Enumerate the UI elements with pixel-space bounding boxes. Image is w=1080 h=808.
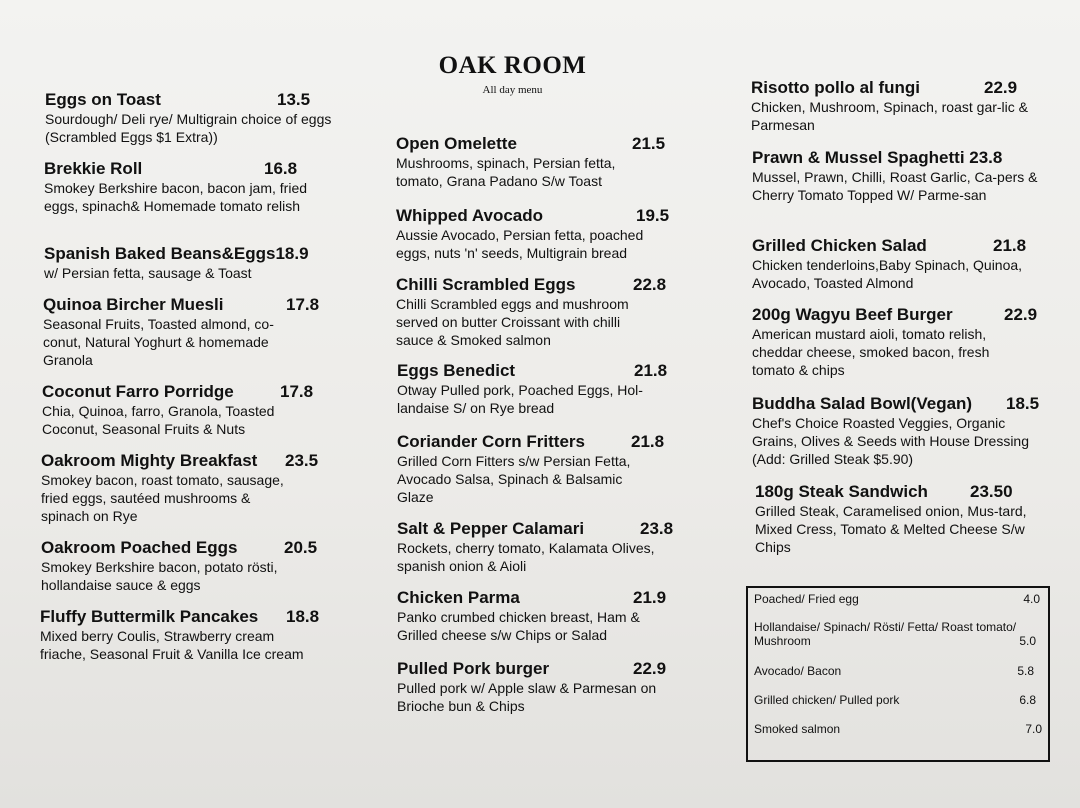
extra-price: 5.0 <box>1019 634 1036 648</box>
item-description: Chilli Scrambled eggs and mushroom served on butter Croissant with chilli sauce & Smoked salmon <box>396 296 629 348</box>
extra-row <box>754 722 1042 736</box>
item-description: Smokey Berkshire bacon, bacon jam, fried eggs, spinach& Homemade tomato relish <box>44 180 308 214</box>
item-price: 23.8 <box>640 519 674 538</box>
item-name: Brekkie Roll <box>44 159 143 178</box>
menu-item <box>41 451 319 525</box>
menu-item <box>397 519 687 575</box>
extra-row <box>754 620 1036 648</box>
menu-item <box>397 432 665 506</box>
item-price: 17.8 <box>280 382 314 401</box>
menu-item <box>397 588 677 644</box>
item-price: 21.5 <box>632 134 666 153</box>
item-name: Buddha Salad Bowl(Vegan) <box>752 394 973 413</box>
item-description: Mushrooms, spinach, Persian fetta, tomato, Grana Padano S/w Toast <box>396 155 616 189</box>
extra-price: 4.0 <box>1023 592 1040 606</box>
extra-row <box>754 592 1040 606</box>
item-description: Rockets, cherry tomato, Kalamata Olives, spanish onion & Aioli <box>397 540 655 574</box>
item-description: Mussel, Prawn, Chilli, Roast Garlic, Ca-pers & Cherry Tomato Topped W/ Parme-san <box>752 169 1038 203</box>
item-description: Chia, Quinoa, farro, Granola, Toasted Coconut, Seasonal Fruits & Nuts <box>42 403 275 437</box>
extra-label: Grilled chicken/ Pulled pork <box>754 693 900 707</box>
item-price: 20.5 <box>284 538 318 557</box>
menu-item <box>45 90 335 146</box>
menu-item <box>40 607 320 663</box>
item-name: Quinoa Bircher Muesli <box>43 295 224 314</box>
item-price: 16.8 <box>264 159 298 178</box>
page-title: OAK ROOM <box>438 52 587 79</box>
item-description: Aussie Avocado, Persian fetta, poached eggs, nuts 'n' seeds, Multigrain bread <box>396 227 644 261</box>
item-description: Panko crumbed chicken breast, Ham & Grilled cheese s/w Chips or Salad <box>397 609 640 643</box>
item-price: 23.5 <box>285 451 319 470</box>
menu-item <box>396 275 667 349</box>
menu-item <box>752 148 1042 204</box>
item-price: 21.8 <box>634 361 668 380</box>
item-name: Open Omelette <box>396 134 517 153</box>
extra-label: Hollandaise/ Spinach/ Rösti/ Fetta/ Roast tomato/ Mushroom <box>754 620 1017 648</box>
item-description: Grilled Steak, Caramelised onion, Mus-tard, Mixed Cress, Tomato & Melted Cheese S/w Chips <box>755 503 1027 555</box>
menu-item <box>44 159 324 215</box>
item-name: Prawn & Mussel Spaghetti 23.8 <box>752 148 1003 167</box>
item-name: Eggs on Toast <box>45 90 161 109</box>
menu-item <box>42 382 312 438</box>
extra-label: Avocado/ Bacon <box>754 664 842 678</box>
menu-item <box>44 244 334 282</box>
item-description: American mustard aioli, tomato relish, cheddar cheese, smoked bacon, fresh tomato & chips <box>752 326 990 378</box>
item-price: 21.8 <box>631 432 665 451</box>
item-name: Pulled Pork burger <box>397 659 550 678</box>
extra-price: 6.8 <box>1019 693 1036 707</box>
menu-item <box>752 394 1042 468</box>
menu-item <box>41 538 318 594</box>
item-name: Oakroom Poached Eggs <box>41 538 238 557</box>
item-description: Mixed berry Coulis, Strawberry cream friache, Seasonal Fruit & Vanilla Ice cream <box>40 628 304 662</box>
item-description: Pulled pork w/ Apple slaw & Parmesan on Brioche bun & Chips <box>397 680 657 714</box>
item-price: 22.9 <box>633 659 667 678</box>
item-name: Oakroom Mighty Breakfast <box>41 451 258 470</box>
item-description: w/ Persian fetta, sausage & Toast <box>44 265 252 281</box>
item-name: Chicken Parma <box>397 588 520 607</box>
item-name: Spanish Baked Beans&Eggs18.9 <box>44 244 309 263</box>
item-name: 200g Wagyu Beef Burger <box>752 305 953 324</box>
item-description: Otway Pulled pork, Poached Eggs, Hol-landaise S/ on Rye bread <box>397 382 643 416</box>
item-price: 22.8 <box>633 275 667 294</box>
item-description: Chicken, Mushroom, Spinach, roast gar-lic & Parmesan <box>751 99 1028 133</box>
item-description: Seasonal Fruits, Toasted almond, co-conut, Natural Yoghurt & homemade Granola <box>43 316 274 368</box>
menu-item <box>752 236 1032 292</box>
item-name: Eggs Benedict <box>397 361 516 380</box>
item-price: 22.9 <box>984 78 1018 97</box>
extra-row <box>754 693 1036 707</box>
extra-price: 5.8 <box>1017 664 1034 678</box>
menu-item <box>396 134 666 190</box>
menu-item <box>43 295 320 369</box>
item-name: Coconut Farro Porridge <box>42 382 234 401</box>
item-description: Grilled Corn Fitters s/w Persian Fetta, Avocado Salsa, Spinach & Balsamic Glaze <box>397 453 631 505</box>
extra-price: 7.0 <box>1025 722 1042 736</box>
item-price: 18.8 <box>286 607 320 626</box>
item-description: Chef's Choice Roasted Veggies, Organic Grains, Olives & Seeds with House Dressing (Add: Grilled Steak $5.90) <box>752 415 1029 467</box>
item-name: 180g Steak Sandwich <box>755 482 928 501</box>
item-price: 21.8 <box>993 236 1027 255</box>
menu-item <box>752 305 1038 379</box>
extra-label: Smoked salmon <box>754 722 841 736</box>
item-name: Risotto pollo al fungi <box>751 78 921 97</box>
item-name: Whipped Avocado <box>396 206 544 225</box>
extra-label: Poached/ Fried egg <box>754 592 859 606</box>
item-price: 22.9 <box>1004 305 1038 324</box>
item-description: Smokey bacon, roast tomato, sausage, fried eggs, sautéed mushrooms & spinach on Rye <box>41 472 284 524</box>
extra-row <box>754 664 1034 678</box>
item-name: Coriander Corn Fritters <box>397 432 585 451</box>
menu-item <box>397 659 667 715</box>
item-name: Chilli Scrambled Eggs <box>396 275 576 294</box>
item-price: 21.9 <box>633 588 667 607</box>
item-description: Sourdough/ Deli rye/ Multigrain choice of eggs (Scrambled Eggs $1 Extra)) <box>45 111 332 145</box>
menu-item <box>755 482 1045 556</box>
item-price: 18.5 <box>1006 394 1040 413</box>
menu-item <box>397 361 668 417</box>
item-price: 17.8 <box>286 295 320 314</box>
page-subtitle: All day menu <box>482 84 543 96</box>
item-description: Smokey Berkshire bacon, potato rösti, hollandaise sauce & eggs <box>41 559 278 593</box>
item-price: 23.50 <box>970 482 1013 501</box>
item-name: Fluffy Buttermilk Pancakes <box>40 607 259 626</box>
item-price: 13.5 <box>277 90 311 109</box>
item-price: 19.5 <box>636 206 670 225</box>
item-description: Chicken tenderloins,Baby Spinach, Quinoa, Avocado, Toasted Almond <box>752 257 1023 291</box>
menu-item <box>396 206 676 262</box>
item-name: Salt & Pepper Calamari <box>397 519 585 538</box>
menu-item <box>751 78 1036 134</box>
extras-box <box>746 586 1050 762</box>
item-name: Grilled Chicken Salad <box>752 236 927 255</box>
